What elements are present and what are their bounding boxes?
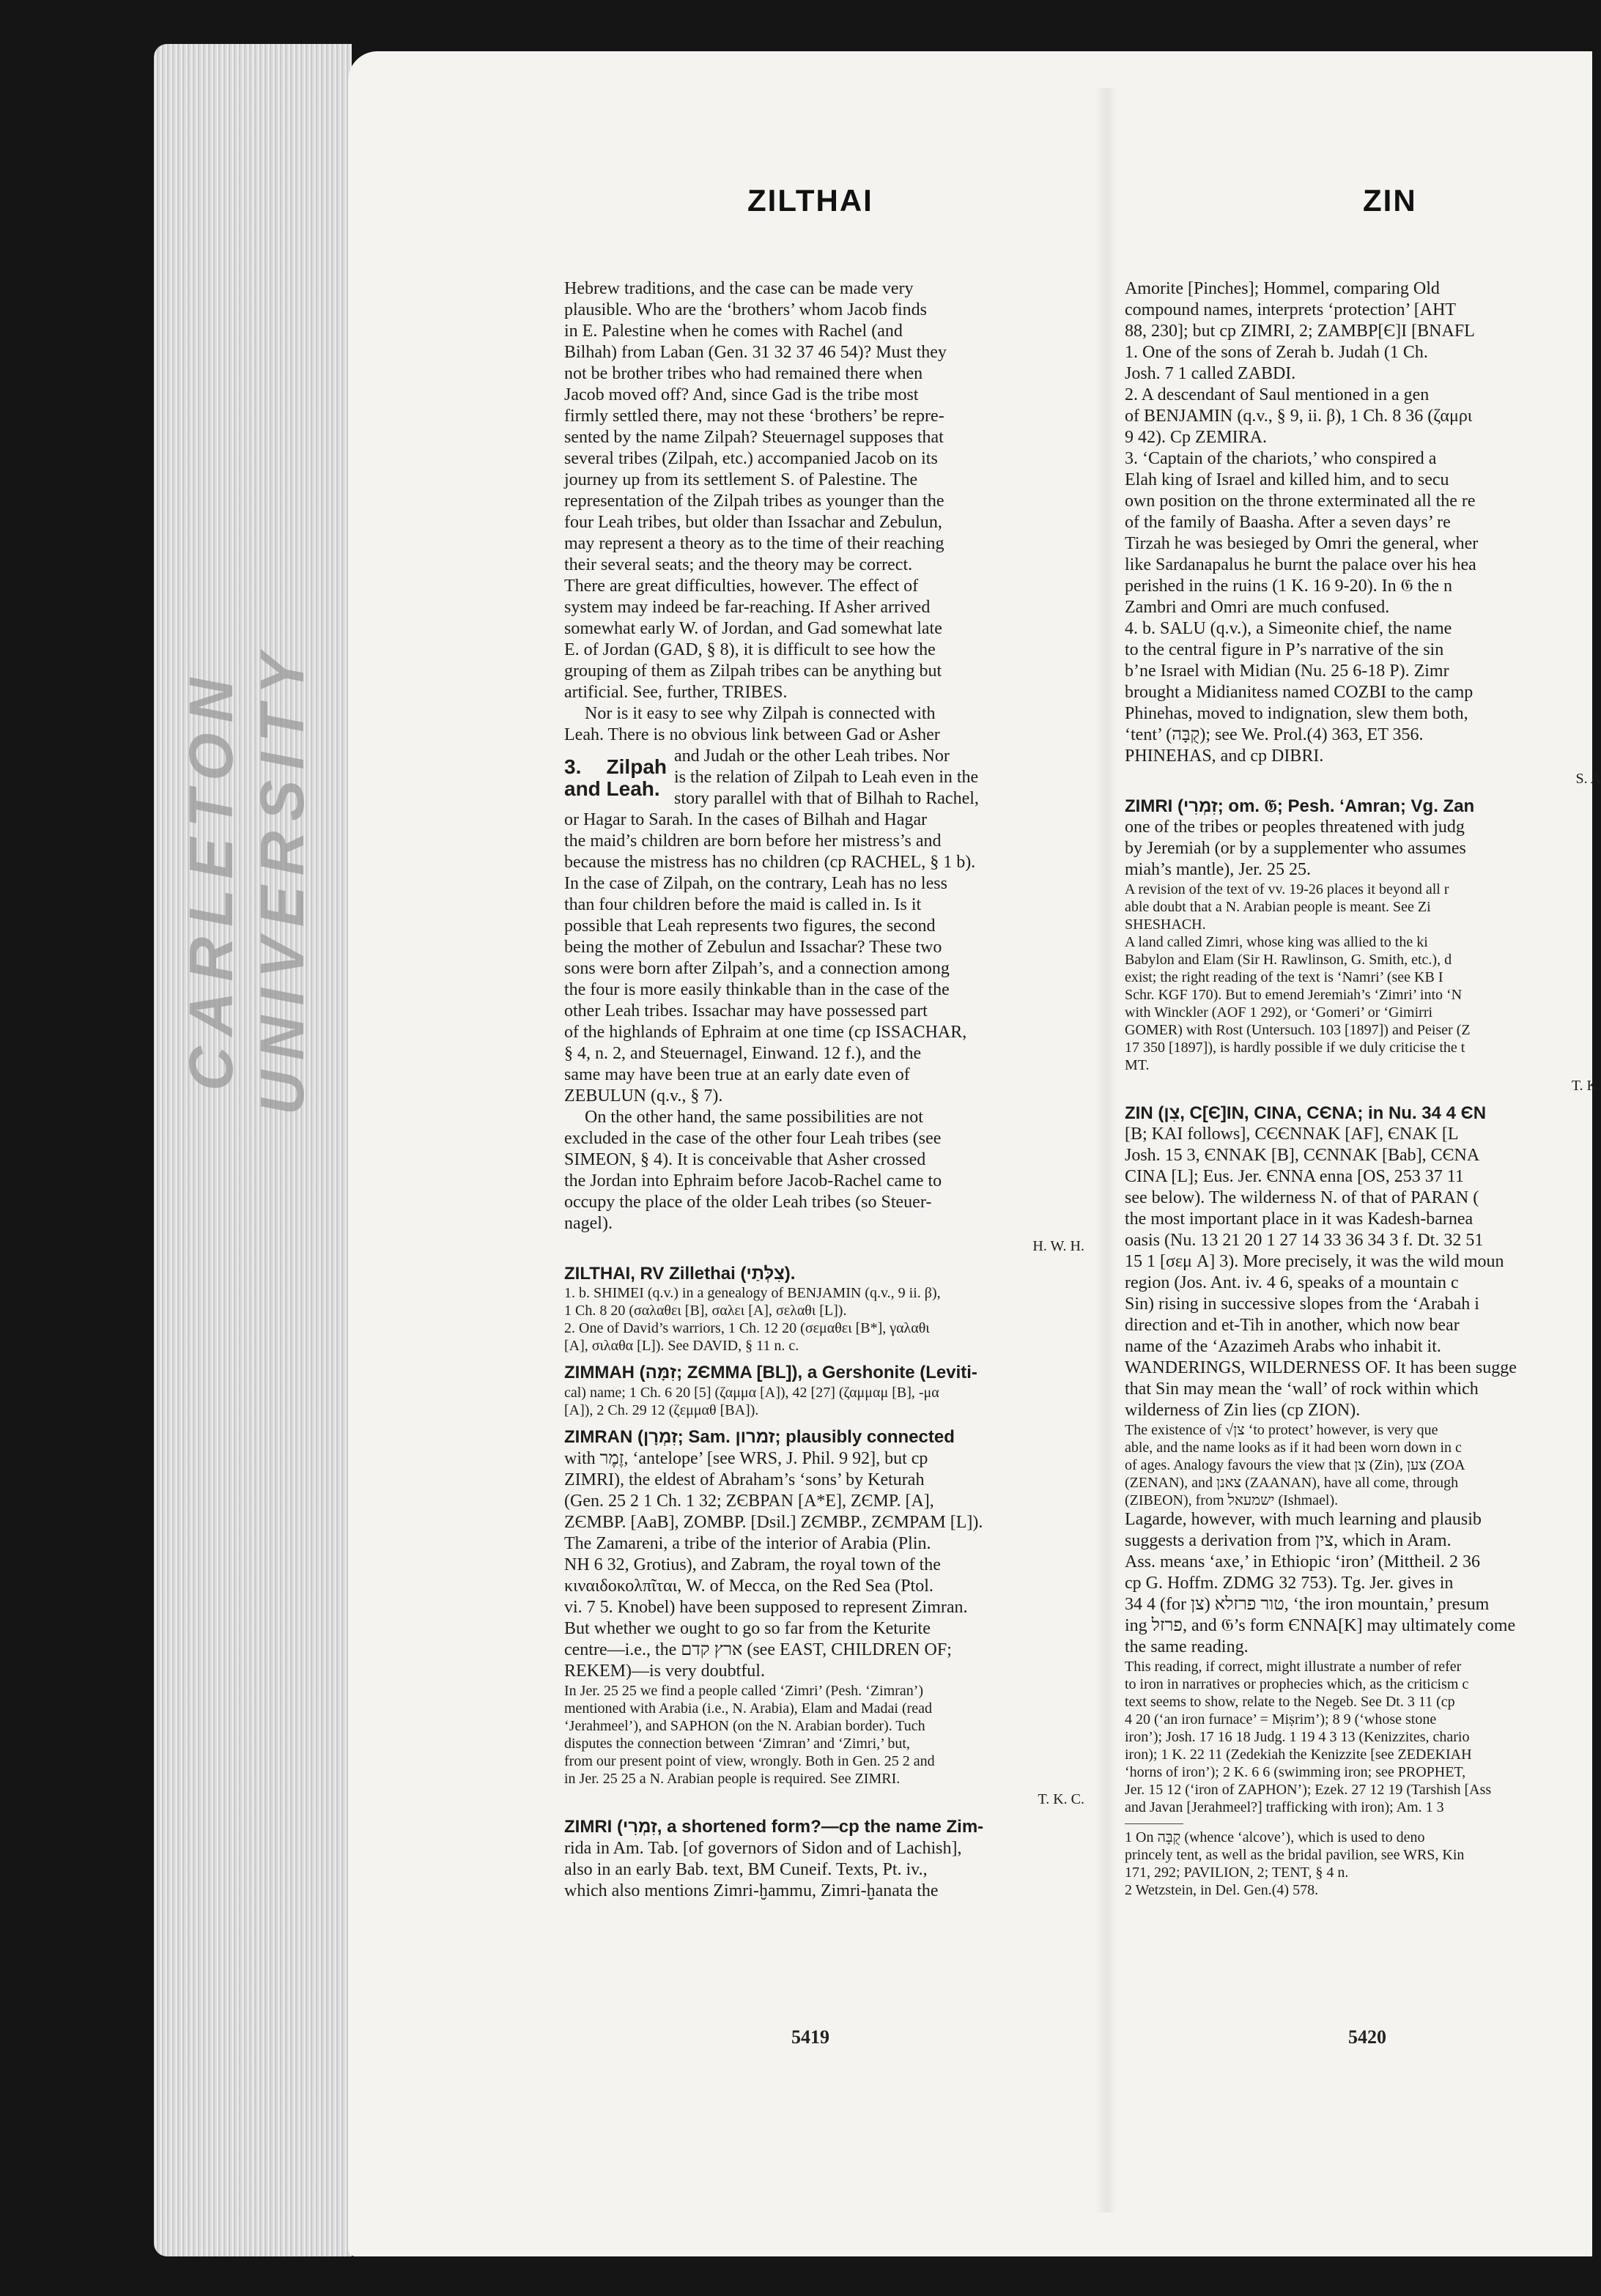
text-line: PHINEHAS, and cp DIBRI. <box>1125 747 1324 766</box>
page-number-right: 5420 <box>1348 2026 1386 2048</box>
text-line: possible that Leah represents two figures, the second <box>564 916 936 936</box>
text-line: Elah king of Israel and killed him, and to secu <box>1125 470 1449 489</box>
note-line: iron’); Josh. 17 16 18 Judg. 1 19 4 3 13 (Kenizzites, chario <box>1125 1729 1470 1745</box>
note-line: Babylon and Elam (Sir H. Rawlinson, G. Smith, etc.), d <box>1125 952 1452 968</box>
text-line: The Zamareni, a tribe of the interior of Arabia (Plin. <box>564 1534 931 1553</box>
text-line: Sin) rising in successive slopes from the ‘Arabah i <box>1125 1295 1479 1314</box>
text-line: 3. ‘Captain of the chariots,’ who conspired a <box>1125 449 1437 468</box>
note-line: able, and the name looks as if it had been worn down in c <box>1125 1440 1462 1456</box>
text-line: same may have been true at an early date even of <box>564 1065 910 1084</box>
author-signature: T. K. <box>1571 1078 1601 1094</box>
paragraph-line: Leah. There is no obvious link between Gad or Asher <box>564 725 940 744</box>
note-line: 4 20 (‘an iron furnace’ = Miṣrim’); 8 9 (‘whose stone <box>1125 1711 1437 1727</box>
note-line: Jer. 15 12 (‘iron of ZAPHON’); Ezek. 27 12 19 (Tarshish [Ass <box>1125 1782 1492 1798</box>
text-line: vi. 7 5. Knobel) have been supposed to represent Zimran. <box>564 1598 968 1617</box>
text-line: the most important place in it was Kadesh-barnea <box>1125 1210 1474 1229</box>
note-line: disputes the connection between ‘Zimran’ and ‘Zimri,’ but, <box>564 1736 910 1752</box>
text-line: not be brother tribes who had remained there when <box>564 364 923 383</box>
text-line: 34 4 (for צן) טור פרזלא, ‘the iron mountain,’ presum <box>1125 1595 1490 1614</box>
text-line: than four children before the maid is called in. Is it <box>564 895 922 914</box>
text-line: miah’s mantle), Jer. 25 25. <box>1125 860 1311 879</box>
text-line: four Leah tribes, but older than Issachar and Zebulun, <box>564 513 942 532</box>
note-line: (ZENAN), and צאנן (ZAANAN), have all come, through <box>1125 1475 1459 1491</box>
text-line: journey up from its settlement S. of Palestine. The <box>564 470 918 489</box>
text-line: firmly settled there, may not these ‘brothers’ be repre- <box>564 407 944 426</box>
text-line: cp G. Hoffm. ZDMG 32 753). Tg. Jer. gives in <box>1125 1574 1454 1593</box>
text-line: cal) name; 1 Ch. 6 20 [5] (ζαμμα [A]), 42 [27] (ζαμμαμ [B], -μα <box>564 1385 939 1401</box>
text-line: On the other hand, the same possibilities are not <box>585 1108 923 1127</box>
text-line: story parallel with that of Bilhah to Rachel, <box>674 789 979 808</box>
text-line: brought a Midianitess named COZBI to the camp <box>1125 683 1474 702</box>
note-line: The existence of √צן ‘to protect’ however, is very que <box>1125 1422 1438 1438</box>
entry-heading-zimri-2: ZIMRI (זִמְרִי; om. 𝔊; Pesh. ‘Amran; Vg. Zan <box>1125 796 1475 816</box>
text-line: Zambri and Omri are much confused. <box>1125 598 1390 617</box>
text-line: Jacob moved off? And, since Gad is the tribe most <box>564 385 919 404</box>
text-line: ing פרזל, and 𝔊’s form ЄΝΝΑ[Κ] may ultimately come <box>1125 1616 1516 1635</box>
text-line: see below). The wilderness N. of that of PARAN ( <box>1125 1188 1479 1207</box>
footnote-rule <box>1125 1823 1183 1824</box>
text-line: Bilhah) from Laban (Gen. 31 32 37 46 54)? Must they <box>564 343 947 362</box>
note-line: SHESHACH. <box>1125 916 1206 933</box>
footnote-line: 1 On קֻבָּה (whence ‘alcove’), which is used to deno <box>1125 1829 1425 1845</box>
right-column <box>1125 278 1601 1899</box>
sidehead-block <box>564 746 1084 810</box>
note-line: A revision of the text of vv. 19-26 places it beyond all r <box>1125 881 1449 897</box>
zilpah-continuation <box>564 278 1084 703</box>
text-line: in E. Palestine when he comes with Rachel (and <box>564 322 903 341</box>
text-line: of the highlands of Ephraim at one time (cp ISSACHAR, <box>564 1023 967 1042</box>
text-line: 2. A descendant of Saul mentioned in a gen <box>1125 385 1430 404</box>
text-line: the maid’s children are born before her mistress’s and <box>564 832 942 851</box>
text-line: which also mentions Zimri-ḫammu, Zimri-ḫanata the <box>564 1881 939 1900</box>
text-line: NH 6 32, Grotius), and Zabram, the royal town of the <box>564 1555 941 1574</box>
text-line: being the mother of Zebulun and Issachar? These two <box>564 938 942 957</box>
text-line: κιναιδοκολπῖται, W. of Mecca, on the Red Sea (Ptol. <box>564 1577 933 1596</box>
text-line: the Jordan into Ephraim before Jacob-Rachel came to <box>564 1171 942 1190</box>
text-line: Phinehas, moved to indignation, slew them both, <box>1125 704 1468 723</box>
note-line: Schr. KGF 170). But to emend Jeremiah’s ‘Zimri’ into ‘N <box>1125 987 1463 1003</box>
note-line: ‘Jerahmeel’), and SAPHON (on the N. Arabian border). Tuch <box>564 1718 925 1734</box>
note-line: and Javan [Jerahmeel?] trafficking with iron); Am. 1 3 <box>1125 1799 1444 1815</box>
text-line: rida in Am. Tab. [of governors of Sidon and of Lachish], <box>564 1839 962 1858</box>
text-line: of the family of Baasha. After a seven days’ re <box>1125 513 1451 532</box>
text-line: ZEBULUN (q.v., § 7). <box>564 1086 723 1106</box>
text-line: centre—i.e., the ארץ קדם (see EAST, CHILDREN OF; <box>564 1640 952 1659</box>
text-line: artificial. See, further, TRIBES. <box>564 683 788 702</box>
text-line: CINA [L]; Eus. Jer. ЄNNA enna [OS, 253 37 11 <box>1125 1167 1464 1186</box>
text-line: because the mistress has no children (cp RACHEL, § 1 b). <box>564 853 976 872</box>
page-number-left: 5419 <box>791 2026 829 2048</box>
entry-heading-zimri: ZIMRI (זִמְרִי, a shortened form?—cp the name Zim- <box>564 1817 984 1837</box>
text-line: the four is more easily thinkable than in the case of the <box>564 980 950 999</box>
note-line: with Winckler (AOF 1 292), or ‘Gomeri’ or ‘Gimirri <box>1125 1004 1433 1021</box>
text-line: grouping of them as Zilpah tribes can be anything but <box>564 662 942 681</box>
note-line: iron); 1 K. 22 11 (Zedekiah the Kenizzite [see ZEDEKIAH <box>1125 1747 1472 1763</box>
text-line: like Sardanapalus he burnt the palace over his hea <box>1125 555 1476 574</box>
author-signature: T. K. C. <box>1038 1791 1084 1807</box>
text-line: 1 Ch. 8 20 (σαλαθει [B], σαλει [A], σελαθι [L]). <box>564 1303 847 1319</box>
text-line: somewhat early W. of Jordan, and Gad somewhat late <box>564 619 942 638</box>
text-line: own position on the throne exterminated all the re <box>1125 492 1476 511</box>
note-line: mentioned with Arabia (i.e., N. Arabia), Elam and Madai (read <box>564 1700 933 1717</box>
author-signature: S. A <box>1575 771 1601 787</box>
text-line: 88, 230]; but cp ZIMRI, 2; ZAMBP[Є]I [BNAFL <box>1125 322 1475 341</box>
note-line: text seems to show, relate to the Negeb. See Dt. 3 11 (cp <box>1125 1694 1455 1710</box>
text-line: 1. One of the sons of Zerah b. Judah (1 Ch. <box>1125 343 1428 362</box>
text-line: or Hagar to Sarah. In the cases of Bilhah and Hagar <box>564 810 928 829</box>
text-line: to the central figure in P’s narrative of the sin <box>1125 640 1444 659</box>
text-line: ZЄMBP. [AaB], ZOMBP. [Dsil.] ZЄMBP., ZЄMPAM [L]). <box>564 1513 983 1532</box>
note-line: This reading, if correct, might illustrate a number of refer <box>1125 1659 1462 1675</box>
note-line: to iron in narratives or prophecies which, as the criticism c <box>1125 1676 1469 1692</box>
text-line: sons were born after Zilpah’s, and a connection among <box>564 959 950 978</box>
text-line: Hebrew traditions, and the case can be made very <box>564 279 914 298</box>
text-line: Tirzah he was besieged by Omri the general, wher <box>1125 534 1479 553</box>
note-line: exist; the right reading of the text is ‘Namri’ (see KB I <box>1125 969 1443 985</box>
text-line: occupy the place of the older Leah tribes (so Steuer- <box>564 1193 932 1212</box>
text-line: ZIMRI), the eldest of Abraham’s ‘sons’ by Keturah <box>564 1470 925 1489</box>
text-line: and Judah or the other Leah tribes. Nor <box>674 747 950 766</box>
text-line: [A], σιλαθα [L]). See DAVID, § 11 n. c. <box>564 1338 799 1354</box>
note-line: MT. <box>1125 1057 1150 1073</box>
text-line: excluded in the case of the other four Leah tribes (see <box>564 1129 942 1148</box>
text-line: name of the ‘Azazimeh Arabs who inhabit it. <box>1125 1337 1441 1356</box>
entry-heading-zilthai: ZILTHAI, RV Zillethai (צִלְּתַי). <box>564 1264 796 1284</box>
text-line: suggests a derivation from צין, which in Aram. <box>1125 1531 1452 1550</box>
text-line: compound names, interprets ‘protection’ [AHT <box>1125 300 1457 319</box>
text-line: Ass. means ‘axe,’ in Ethiopic ‘iron’ (Mittheil. 2 36 <box>1125 1552 1481 1571</box>
text-line: ‘tent’ (קֻבָּה); see We. Prol.(4) 363, ET 356. <box>1125 725 1424 744</box>
footnote-line: 2 Wetzstein, in Del. Gen.(4) 578. <box>1125 1882 1319 1898</box>
footnote-line: 171, 292; PAVILION, 2; TENT, § 4 n. <box>1125 1864 1349 1881</box>
text-line: 9 42). Cp ZEMIRA. <box>1125 428 1267 447</box>
text-line: 4. b. SALU (q.v.), a Simeonite chief, the name <box>1125 619 1452 638</box>
text-line: sented by the name Zilpah? Steuernagel supposes that <box>564 428 944 447</box>
text-line: system may indeed be far-reaching. If Asher arrived <box>564 598 931 617</box>
text-line: There are great difficulties, however. The effect of <box>564 577 919 596</box>
text-line: several tribes (Zilpah, etc.) accompanied Jacob on its <box>564 449 938 468</box>
text-line: by Jeremiah (or by a supplementer who assumes <box>1125 839 1466 858</box>
text-line: b’ne Israel with Midian (Nu. 25 6-18 P). Zimr <box>1125 662 1449 681</box>
note-line: A land called Zimri, whose king was allied to the ki <box>1125 934 1428 950</box>
text-line: WANDERINGS, WILDERNESS OF. It has been sugge <box>1125 1358 1517 1377</box>
running-head-right: ZIN <box>1363 183 1417 218</box>
text-line: other Leah tribes. Issachar may have possessed part <box>564 1001 928 1021</box>
note-line: of ages. Analogy favours the view that צן (Zin), צען (ZOA <box>1125 1457 1465 1473</box>
text-line: [A]), 2 Ch. 29 12 (ζεμμαθ [BA]). <box>564 1402 759 1418</box>
text-line: wilderness of Zin lies (cp ZION). <box>1125 1401 1361 1420</box>
text-line: SIMEON, § 4). It is conceivable that Asher crossed <box>564 1150 926 1169</box>
library-spine-stamp: CARLETON UNIVERSITY <box>177 642 317 1116</box>
text-line: 2. One of David’s warriors, 1 Ch. 12 20 (σεμαθει [B*], γαλαθι <box>564 1320 930 1336</box>
note-line: in Jer. 25 25 a N. Arabian people is required. See ZIMRI. <box>564 1771 901 1787</box>
text-line: of BENJAMIN (q.v., § 9, ii. β), 1 Ch. 8 36 (ζαμρι <box>1125 407 1473 426</box>
entry-heading-zin: ZIN (צִן, C[Є]IN, CINA, CЄNA; in Nu. 34 4 ЄN <box>1125 1103 1487 1123</box>
author-signature: H. W. H. <box>1032 1238 1084 1254</box>
text-line: plausible. Who are the ‘brothers’ whom Jacob finds <box>564 300 927 319</box>
text-line: Lagarde, however, with much learning and plausib <box>1125 1510 1482 1529</box>
text-line: [B; KAI follows], CЄЄNNAK [AF], ЄNAK [L <box>1125 1125 1459 1144</box>
footnote-line: princely tent, as well as the bridal pavilion, see WRS, Kin <box>1125 1847 1465 1863</box>
left-column <box>564 278 1084 1902</box>
note-line: 17 350 [1897]), is hardly possible if we duly criticise the t <box>1125 1040 1465 1056</box>
text-line: Amorite [Pinches]; Hommel, comparing Old <box>1125 279 1440 298</box>
text-line: But whether we ought to go so far from the Keturite <box>564 1619 931 1638</box>
text-line: with זֶמֶר, ‘antelope’ [see WRS, J. Phil. 9 92], but cp <box>564 1449 928 1468</box>
text-line: perished in the ruins (1 K. 16 9-20). In 𝔊 the n <box>1125 577 1452 596</box>
text-line: region (Jos. Ant. iv. 4 6, speaks of a mountain c <box>1125 1273 1459 1292</box>
note-line: ‘horns of iron’); 2 K. 6 6 (swimming iron; see PROPHET, <box>1125 1764 1466 1780</box>
note-line: from our present point of view, wrongly. Both in Gen. 25 2 and <box>564 1753 935 1769</box>
text-line: is the relation of Zilpah to Leah even in the <box>674 768 979 787</box>
note-line: able doubt that a N. Arabian people is meant. See Zi <box>1125 899 1431 915</box>
text-line: direction and et-Tih in another, which now bear <box>1125 1316 1460 1335</box>
note-line: In Jer. 25 25 we find a people called ‘Zimri’ (Pesh. ‘Zimran’) <box>564 1683 924 1699</box>
text-line: representation of the Zilpah tribes as younger than the <box>564 492 944 511</box>
text-line: may represent a theory as to the time of their reaching <box>564 534 944 553</box>
text-line: one of the tribes or peoples threatened with judg <box>1125 818 1465 837</box>
text-line: In the case of Zilpah, on the contrary, Leah has no less <box>564 874 947 893</box>
text-line: E. of Jordan (GAD, § 8), it is difficult to see how the <box>564 640 936 659</box>
entry-heading-zimmah: ZIMMAH (זִמָּה; ZЄMMA [BL]), a Gershonite (Leviti- <box>564 1363 977 1382</box>
text-line: Josh. 15 3, ЄNNAK [B], CЄNNAK [Bab], CЄNA <box>1125 1146 1480 1165</box>
text-line: the same reading. <box>1125 1637 1249 1656</box>
paragraph-line: Nor is it easy to see why Zilpah is connected with <box>585 704 936 723</box>
text-line: nagel). <box>564 1214 613 1233</box>
text-line: 15 1 [σεμ A] 3). More precisely, it was the wild moun <box>1125 1252 1504 1271</box>
text-line: 1. b. SHIMEI (q.v.) in a genealogy of BENJAMIN (q.v., 9 ii. β), <box>564 1285 941 1301</box>
text-line: that Sin may mean the ‘wall’ of rock within which <box>1125 1380 1479 1399</box>
text-line: Josh. 7 1 called ZABDI. <box>1125 364 1296 383</box>
gutter <box>1095 88 1117 2212</box>
section-sidehead: 3. Zilpah and Leah. <box>564 755 667 800</box>
running-head-left: ZILTHAI <box>747 183 873 218</box>
text-line: also in an early Bab. text, BM Cuneif. Texts, Pt. iv., <box>564 1860 928 1879</box>
text-line: § 4, n. 2, and Steuernagel, Einwand. 12 f.), and the <box>564 1044 922 1063</box>
note-line: GOMER) with Rost (Untersuch. 103 [1897]) and Peiser (Z <box>1125 1022 1471 1038</box>
note-line: (ZIBEON), from ישמעאל (Ishmael). <box>1125 1492 1339 1508</box>
text-line: (Gen. 25 2 1 Ch. 1 32; ZЄBPAN [A*E], ZЄMP. [A], <box>564 1492 934 1511</box>
text-line: REKEM)—is very doubtful. <box>564 1662 765 1681</box>
entry-heading-zimran: ZIMRAN (זִמְרָן; Sam. זמרון; plausibly connected <box>564 1427 955 1447</box>
text-line: oasis (Nu. 13 21 20 1 27 14 33 36 34 3 f. Dt. 32 51 <box>1125 1231 1484 1250</box>
text-line: their several seats; and the theory may be correct. <box>564 555 913 574</box>
